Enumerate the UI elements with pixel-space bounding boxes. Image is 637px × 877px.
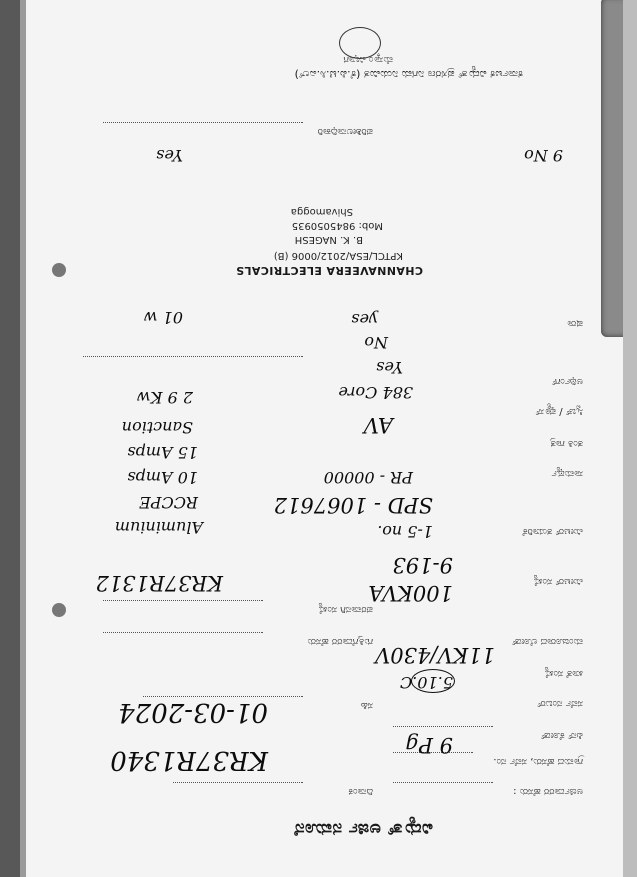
handwritten-short-sig: Yes	[156, 146, 183, 165]
bottom-subtitle: ಮೆಸ್ಕಾಂ ವಿಭಾಗ	[343, 54, 393, 65]
handwritten-misc-1: 2 9 Kw	[136, 388, 193, 407]
village-label: ಗ್ರಾಮದ ಹೆಸರು, ಸರ್ವೆ ನಂ.	[493, 756, 583, 767]
load-label: ಮಂಜೂರಾದ ಲೋಡ್	[511, 636, 583, 647]
fill-line	[103, 600, 263, 601]
scan-edge-left	[0, 0, 20, 877]
contractor-label: ಗುತ್ತಿಗೆದಾರರ ಹೆಸರು	[307, 636, 373, 647]
punch-hole	[52, 263, 66, 277]
make-label: ಮೀಟರ್ ತಯಾರಿಕೆ	[522, 526, 583, 537]
handwritten-meter-no: SPD - 1067612	[273, 493, 433, 517]
handwritten-page-count: 9 Pg	[405, 733, 453, 757]
handwritten-load: 11KV/430V	[375, 643, 495, 667]
fill-line	[103, 122, 303, 123]
application-form-page	[26, 0, 623, 877]
handwritten-capacity: 100KVA	[368, 581, 453, 605]
capacity-label: ಸಾಮರ್ಥ್ಯ	[551, 468, 583, 479]
scan-edge-right	[623, 0, 637, 877]
handwritten-cable-3: 10 Amps	[127, 468, 198, 487]
form-title: ವಿದ್ಯುತ್ ಅರ್ಜಿ ನಮೂನೆ	[293, 819, 433, 839]
handwritten-cable-1: Aluminium	[114, 518, 203, 537]
handwritten-earth: 384 Core	[338, 383, 413, 402]
stamp-line-4: Mob: 9845050935	[291, 220, 383, 231]
survey-label: ಸರ್ವೆ ನಂಬರ್	[537, 698, 583, 709]
handwritten-cable-4: 15 Amps	[127, 443, 198, 462]
date-label: ದಿನಾಂಕ	[348, 786, 373, 797]
punch-hole	[52, 603, 66, 617]
handwritten-rect-code: 9 No	[524, 146, 563, 165]
handwritten-misc-2: 01 w	[143, 308, 183, 327]
logo-seal	[339, 27, 381, 59]
fill-line	[103, 632, 263, 633]
switch-label: ಸ್ವಿಚ್ / ಫ್ಯೂಸ್	[535, 406, 583, 417]
stamp-line-3: B. K. NAGESH	[294, 234, 363, 245]
handwritten-ref-code: 5.10.C	[400, 673, 453, 692]
fill-line	[173, 782, 303, 783]
binder-clip	[601, 0, 623, 337]
account-label: ಖಾತೆ ಸಂಖ್ಯೆ	[544, 668, 583, 679]
handwritten-cable-2: RCCPE	[139, 493, 198, 512]
handwritten-meter-serial: 9-193	[392, 553, 453, 577]
stamp-line-1: CHANNAVEERA ELECTRICALS	[235, 264, 423, 277]
handwritten-status-1: Yes	[376, 358, 403, 377]
handwritten-cable-5: Sanction	[121, 418, 193, 437]
fill-line	[83, 356, 303, 357]
handwritten-meter-make: KR37R1312	[95, 571, 223, 595]
wire-label: ತಂತಿ ಗಾತ್ರ	[550, 438, 583, 449]
handwritten-wire: AV	[363, 413, 393, 437]
fill-line	[393, 726, 493, 727]
remarks-label: ಷರಾ	[567, 318, 583, 329]
earth-label: ಅರ್ಥಿಂಗ್	[551, 376, 583, 387]
handwritten-date: 01-03-2024	[118, 697, 268, 727]
handwritten-status-2: No	[364, 333, 388, 352]
meter-label: ಮೀಟರ್ ಸಂಖ್ಯೆ	[533, 576, 583, 587]
stamp-line-5: Shivamogga	[290, 206, 353, 217]
circled-ref	[411, 669, 455, 693]
handwritten-reg-number: KR37R1340	[110, 745, 268, 775]
handwritten-status-3: yes	[351, 310, 378, 329]
licence-label: ಪರವಾನಗಿ ಸಂಖ್ಯೆ	[318, 604, 373, 615]
fill-line	[393, 782, 493, 783]
pin-label: ಪಿನ್ ಕೋಡ್	[540, 730, 583, 741]
stamp-line-2: KPTCL/ESA/2012/0006 (B)	[273, 250, 403, 261]
handwritten-sanction: PR - 00000	[323, 468, 413, 487]
inspector-label: ಪರಿಶೀಲನಾಧಿಕಾರಿ	[317, 126, 373, 137]
handwritten-cable-top: 1-5 no.	[377, 522, 433, 541]
signature-label: ಸಹಿ	[360, 700, 373, 711]
name-label: ಅರ್ಜಿದಾರರ ಹೆಸರು :	[513, 786, 583, 797]
bottom-title: ಕರ್ನಾಟಕ ವಿದ್ಯುತ್ ಪ್ರಸರಣ ನಿಗಮ ನಿಯಮಿತ (ಕೆ.ಪಿ.ಟಿ.ಸಿ.ಎಲ್)	[294, 68, 523, 81]
